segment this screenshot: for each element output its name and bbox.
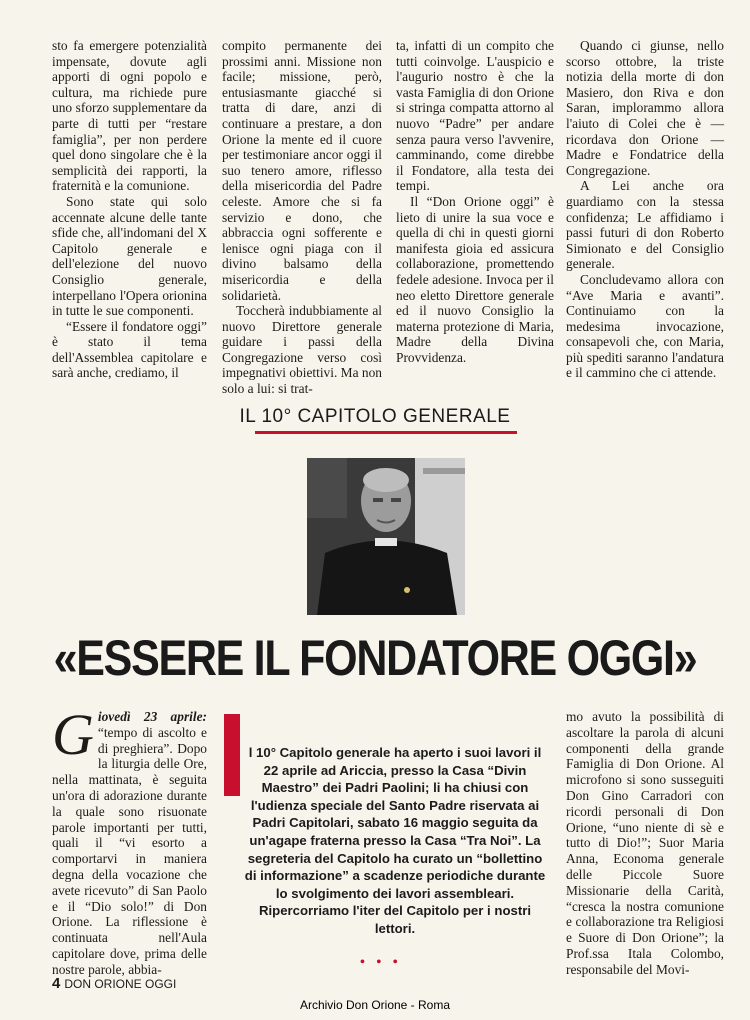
paragraph: sto fa emergere potenzialità impensate, dovute agli apporti di ogni popolo e cultura, ma richiede pure uno sforzo supplementare da parte di tutti per “restare famiglia”, per non perdere quel dono singolare che è la semplicità dei rapporti, la fraternità e la comunione. (52, 38, 207, 194)
lead-italic: iovedì 23 aprile: (97, 709, 207, 724)
article-text: “tempo di ascolto e di preghiera”. Dopo la liturgia delle Ore, nella mattinata, è seguita un'ora di adorazione durante la quale sono risuonate parole importanti per tutti, quali il “vi esorto a comportarvi in maniera degna della vocazione che avete ricevuto” di San Paolo e il “Dio solo!” di Don Orione. La riflessione è continuata nell'Aula capitolare dove, prima delle nostre parole, abbia- (52, 724, 207, 977)
paragraph: Toccherà indubbiamente al nuovo Direttore generale guidare i passi della Congregazione verso così impegnativi obiettivi. Ma non solo a lui: si trat- (222, 303, 382, 397)
paragraph: compito permanente dei prossimi anni. Missione non facile; missione, però, entusiasmante giacché si tratta di dare, anzi di continuare a prestare, a don Orione la mente ed il cuore per testimoniare ancor oggi il suo tenero amore, riflesso della misericordia del Padre celeste. Amore che si fa servizio e dono, che abbraccia ogni sofferente e lenisce ogni piaga con il divino balsamo della misericordia e della solidarietà. (222, 38, 382, 303)
paragraph: Il “Don Orione oggi” è lieto di unire la sua voce e quella di chi in questi giorni manifesta gioia ed assicura collaborazione, promettendo fedele adesione. Invoca per il neo eletto Direttore generale ed il nuovo Consiglio la materna protezione di Maria, Madre della Divina Provvidenza. (396, 193, 554, 365)
kicker-underline (255, 431, 517, 434)
paragraph: ta, infatti di un compito che tutti coinvolge. L'auspicio e l'augurio nostro è che la vasta Famiglia di don Orione si stringa compatta attorno al nuovo “Padre” per andare senza paura verso l'avvenire, camminando, come direbbe il Fondatore, alla testa dei tempi. (396, 38, 554, 194)
section-kicker: IL 10° CAPITOLO GENERALE (239, 406, 511, 427)
paragraph: “Essere il fondatore oggi” è stato il tema dell'Assemblea capitolare e sarà anche, crediamo, il (52, 318, 207, 381)
separator-dots: • • • (360, 955, 402, 970)
page-number: 4 (52, 975, 61, 992)
magazine-name: DON ORIONE OGGI (64, 977, 177, 991)
paragraph: A Lei anche ora guardiamo con la stessa confidenza; Le affidiamo i passi futuri di don Roberto Simionato e del Consiglio generale. (566, 178, 724, 272)
paragraph: Concludevamo allora con “Ave Maria e avanti”. Continuiamo con la medesima invocazione, consapevoli che, con Maria, più spediti saranno l'andatura e il cammino che ci attende. (566, 271, 724, 381)
article-column-1 (52, 702, 207, 978)
red-drop-cap (224, 714, 240, 796)
headline: «ESSERE IL FONDATORE OGGI» (53, 630, 697, 686)
article-column-3: mo avuto la possibilità di ascoltare la parola di alcuni componenti della grande Famiglia di Don Orione. Al microfono si sono susseguiti Don Gino Carradori con ricordi personali di Don Orione, “uno niente di sè e tutto di Dio!”; Suor Maria Anna, Economa generale delle Piccole Suore Missionarie della Carità, “cresca la nostra comunione e collaborazione tra Religiosi e Suore di Don Orione”; la Prof.ssa Itala Colombo, responsabile del Movi- (566, 709, 724, 977)
drop-cap: G (52, 702, 94, 767)
column-3 (396, 38, 554, 365)
column-4 (566, 38, 724, 381)
column-1 (52, 38, 207, 381)
page-footer (52, 975, 176, 992)
portrait-photo (307, 458, 465, 615)
paragraph: Sono state qui solo accennate alcune delle tante sfide che, all'indomani del X Capitolo generale e dell'elezione del nuovo Consiglio generale, interpellano l'Opera orionina in tutte le sue componenti. (52, 193, 207, 319)
archive-credit: Archivio Don Orione - Roma (299, 998, 451, 1012)
article-intro: l 10° Capitolo generale ha aperto i suoi lavori il 22 aprile ad Ariccia, presso la Casa “Divin Maestro” dei Padri Paolini; li ha chiusi con l'udienza speciale del Santo Padre riservata ai Padri Capitolari, sabato 16 maggio seguita da un'agape fraterna presso la Casa “Tra Noi”. La segreteria del Capitolo ha curato un “bollettino di informazione” a scadenze periodiche durante lo svolgimento dei lavori assembleari. Ripercorriamo l'iter del Capitolo per i nostri lettori. (244, 745, 546, 936)
column-2 (222, 38, 382, 397)
paragraph: Quando ci giunse, nello scorso ottobre, la triste notizia della morte di don Masiero, don Riva e don Saran, implorammo allora l'aiuto di Colei che è — ricordava don Orione — Madre e Fondatrice della Congregazione. (566, 38, 724, 178)
